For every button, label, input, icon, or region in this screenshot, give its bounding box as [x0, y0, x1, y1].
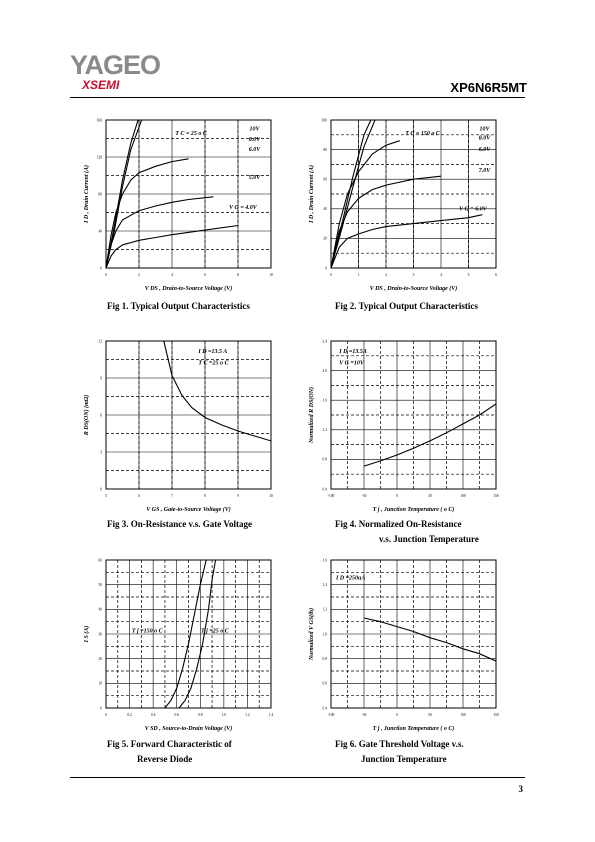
- fig4-y-tick-label: 0.4: [322, 487, 327, 492]
- fig1-caption-text: Fig 1. Typical Output Characteristics: [107, 301, 250, 311]
- fig3-y-tick-label: 12: [98, 339, 102, 344]
- fig2-x-tick-label: 6: [495, 273, 497, 277]
- fig2-y-tick-label: 60: [323, 177, 327, 182]
- fig6-caption-text-2: Junction Temperature: [361, 754, 447, 764]
- fig6-y-tick-label: 1.4: [322, 582, 327, 587]
- fig2-caption: [335, 299, 478, 314]
- fig4-caption-text-2: v.s. Junction Temperature: [379, 534, 479, 544]
- fig5-x-tick-label: 1.4: [268, 713, 274, 717]
- fig6-caption-text: Fig 6. Gate Threshold Voltage v.s.: [335, 739, 464, 749]
- fig2-y-tick-label: 0: [325, 266, 327, 271]
- fig4-caption: [335, 517, 479, 547]
- page-number: 3: [518, 784, 523, 794]
- fig1-y-tick-label: 40: [98, 229, 102, 234]
- fig5-caption-text: Fig 5. Forward Characteristic of: [107, 739, 232, 749]
- fig6-x-tick-label: 50: [428, 713, 432, 717]
- fig1-x-tick-label: 10: [269, 273, 273, 277]
- fig3-caption-text: Fig 3. On-Resistance v.s. Gate Voltage: [107, 519, 252, 529]
- fig5-caption-text-2: Reverse Diode: [137, 754, 193, 764]
- fig4-y-tick-label: 0.8: [322, 457, 327, 462]
- chart-fig2: [303, 112, 518, 292]
- fig2-series-label: V G = 6.0V: [459, 206, 487, 213]
- fig3-x-tick-label: 6: [138, 494, 140, 498]
- fig2-x-tick-label: 2: [385, 273, 387, 277]
- fig3-y-axis-label: R DS(ON) (mΩ): [84, 394, 90, 436]
- fig6-x-axis-label: T j , Junction Temperature ( o C): [372, 726, 455, 732]
- fig4-y-tick-label: 1.2: [322, 428, 327, 433]
- fig3-x-tick-label: 8: [204, 494, 206, 498]
- fig6-y-axis-label: Normalized V GS(th): [309, 607, 315, 661]
- fig4-y-axis-label: Normalized R DS(ON): [309, 386, 315, 444]
- fig1-x-tick-label: 6: [204, 273, 206, 277]
- fig1-series-line: [106, 118, 142, 268]
- fig5-y-axis-label: I S (A): [84, 625, 90, 643]
- fig5-x-tick-label: 1.2: [245, 713, 250, 717]
- fig3-caption: [107, 517, 252, 532]
- fig3-y-tick-label: 9: [100, 376, 102, 381]
- fig2-x-tick-label: 0: [330, 273, 332, 277]
- fig4-annotation: I D =13.5A: [339, 348, 367, 355]
- fig5-series-label: T j =25 o C: [201, 628, 229, 635]
- chart-fig1: [78, 112, 293, 292]
- fig1-y-tick-label: 80: [98, 192, 102, 197]
- fig5-x-tick-label: 0.6: [174, 713, 179, 717]
- fig2-x-tick-label: 4: [440, 273, 442, 277]
- fig1-y-tick-label: 160: [96, 118, 102, 123]
- fig6-y-tick-label: 0.6: [322, 681, 327, 686]
- fig5-x-tick-label: 0: [105, 713, 107, 717]
- fig2-caption-text: Fig 2. Typical Output Characteristics: [335, 301, 478, 311]
- fig5-y-tick-label: 60: [98, 558, 102, 563]
- fig4-y-tick-label: 2.0: [322, 368, 327, 373]
- fig5-x-tick-label: 1.0: [221, 713, 227, 717]
- fig2-series-line: [331, 141, 400, 268]
- fig5-x-tick-label: 0.8: [198, 713, 203, 717]
- fig4-x-tick-label: 50: [428, 494, 432, 498]
- fig5-y-tick-label: 40: [98, 607, 102, 612]
- fig1-series-label: 6.0V: [248, 147, 261, 154]
- fig1-x-axis-label: V DS , Drain-to-Source Voltage (V): [144, 286, 233, 292]
- fig3-y-tick-label: 3: [100, 450, 102, 455]
- fig6-y-tick-label: 1.6: [322, 558, 327, 563]
- fig4-y-tick-label: 2.4: [322, 339, 327, 344]
- yageo-logo: [70, 52, 160, 92]
- fig2-svg: [303, 112, 518, 292]
- fig4-x-tick-label: -50: [361, 494, 367, 498]
- fig2-x-tick-label: 5: [467, 273, 470, 277]
- fig4-x-tick-label: 150: [493, 494, 499, 498]
- fig1-annotation: T C = 25 o C: [175, 130, 207, 137]
- fig2-y-tick-label: 80: [323, 147, 327, 152]
- fig2-series-label: 8.0V: [478, 135, 491, 142]
- fig5-svg: [78, 552, 293, 732]
- fig6-x-tick-label: 0: [396, 713, 398, 717]
- fig5-x-tick-label: 0.2: [127, 713, 132, 717]
- fig2-x-tick-label: 1: [357, 273, 360, 277]
- fig4-x-tick-label: 100: [460, 494, 466, 498]
- fig3-x-tick-label: 7: [171, 494, 173, 498]
- fig3-annotation: T C =25 o C: [198, 360, 229, 367]
- logo-xsemi-text: XSEMI: [82, 78, 120, 92]
- fig1-series-label: 10V: [249, 126, 260, 133]
- fig4-x-tick-label: -100: [327, 494, 335, 498]
- fig3-svg: [78, 333, 293, 513]
- fig4-caption-text: Fig 4. Normalized On-Resistance: [335, 519, 462, 529]
- fig6-caption: [335, 737, 464, 767]
- fig2-series-line: [331, 215, 482, 268]
- chart-fig6: [303, 552, 518, 732]
- fig3-x-tick-label: 5: [105, 494, 107, 498]
- fig1-series-label: V G = 4.0V: [229, 204, 257, 211]
- fig2-x-axis-label: V DS , Drain-to-Source Voltage (V): [369, 286, 458, 292]
- fig3-y-tick-label: 6: [100, 413, 102, 418]
- chart-fig5: [78, 552, 293, 732]
- fig1-series-line: [106, 197, 213, 268]
- logo-yageo-text: YAGEO: [70, 50, 161, 80]
- fig3-x-tick-label: 10: [269, 494, 273, 498]
- fig5-y-tick-label: 0: [100, 706, 102, 711]
- fig4-x-tick-label: 0: [396, 494, 398, 498]
- fig6-x-tick-label: 150: [493, 713, 499, 717]
- fig5-caption: [107, 737, 232, 767]
- fig5-y-tick-label: 20: [98, 656, 102, 661]
- fig3-x-axis-label: V GS , Gate-to-Source Voltage (V): [146, 507, 231, 513]
- footer-divider: [70, 777, 525, 778]
- fig4-x-axis-label: T j , Junction Temperature ( o C): [372, 507, 455, 513]
- fig1-y-tick-label: 120: [96, 155, 102, 160]
- fig2-y-tick-label: 40: [323, 207, 327, 212]
- fig2-series-label: 7.0V: [478, 167, 491, 174]
- fig1-series-label: 5.0V: [248, 175, 261, 182]
- fig2-series-label: 6.0V: [478, 147, 491, 154]
- fig6-y-tick-label: 0.4: [322, 706, 327, 711]
- fig2-x-tick-label: 3: [412, 273, 415, 277]
- fig1-svg: [78, 112, 293, 292]
- fig1-x-tick-label: 0: [105, 273, 107, 277]
- chart-fig4: [303, 333, 518, 513]
- fig2-y-tick-label: 100: [321, 118, 327, 123]
- fig6-annotation: I D =250uA: [335, 575, 366, 582]
- fig1-x-tick-label: 4: [171, 273, 173, 277]
- fig2-annotation: T C = 150 o C: [405, 130, 440, 137]
- fig6-y-tick-label: 0.8: [322, 656, 327, 661]
- fig1-x-tick-label: 8: [237, 273, 239, 277]
- fig5-y-tick-label: 30: [98, 632, 102, 637]
- fig1-x-tick-label: 2: [138, 273, 140, 277]
- fig3-series-line: [164, 341, 271, 441]
- fig4-annotation: V G =10V: [339, 360, 364, 367]
- fig5-x-tick-label: 0.4: [150, 713, 156, 717]
- fig6-x-tick-label: -100: [327, 713, 335, 717]
- fig3-y-tick-label: 0: [100, 487, 102, 492]
- fig6-x-tick-label: -50: [361, 713, 367, 717]
- fig3-annotation: I D =13.5 A: [198, 348, 228, 355]
- fig6-svg: [303, 552, 518, 732]
- fig1-y-axis-label: I D , Drain Current (A): [84, 164, 90, 224]
- fig1-y-tick-label: 0: [100, 266, 102, 271]
- fig6-y-tick-label: 1.2: [322, 607, 327, 612]
- fig5-series-label: T j =150 o C: [131, 628, 163, 635]
- fig6-y-tick-label: 1.0: [322, 632, 327, 637]
- chart-fig3: [78, 333, 293, 513]
- fig2-series-label: 10V: [479, 126, 490, 133]
- fig4-y-tick-label: 1.6: [322, 398, 327, 403]
- fig1-series-label: 8.0V: [248, 136, 261, 143]
- fig2-y-tick-label: 20: [323, 236, 327, 241]
- fig6-x-tick-label: 100: [460, 713, 466, 717]
- fig5-x-axis-label: V SD , Source-to-Drain Voltage (V): [144, 726, 233, 732]
- part-number: XP6N6R5MT: [450, 80, 527, 95]
- fig1-caption: [107, 299, 250, 314]
- fig4-svg: [303, 333, 518, 513]
- fig5-y-tick-label: 10: [98, 681, 102, 686]
- fig2-y-axis-label: I D , Drain Current (A): [309, 164, 315, 224]
- fig3-x-tick-label: 9: [237, 494, 239, 498]
- fig5-y-tick-label: 50: [98, 582, 102, 587]
- header-divider: [70, 97, 525, 98]
